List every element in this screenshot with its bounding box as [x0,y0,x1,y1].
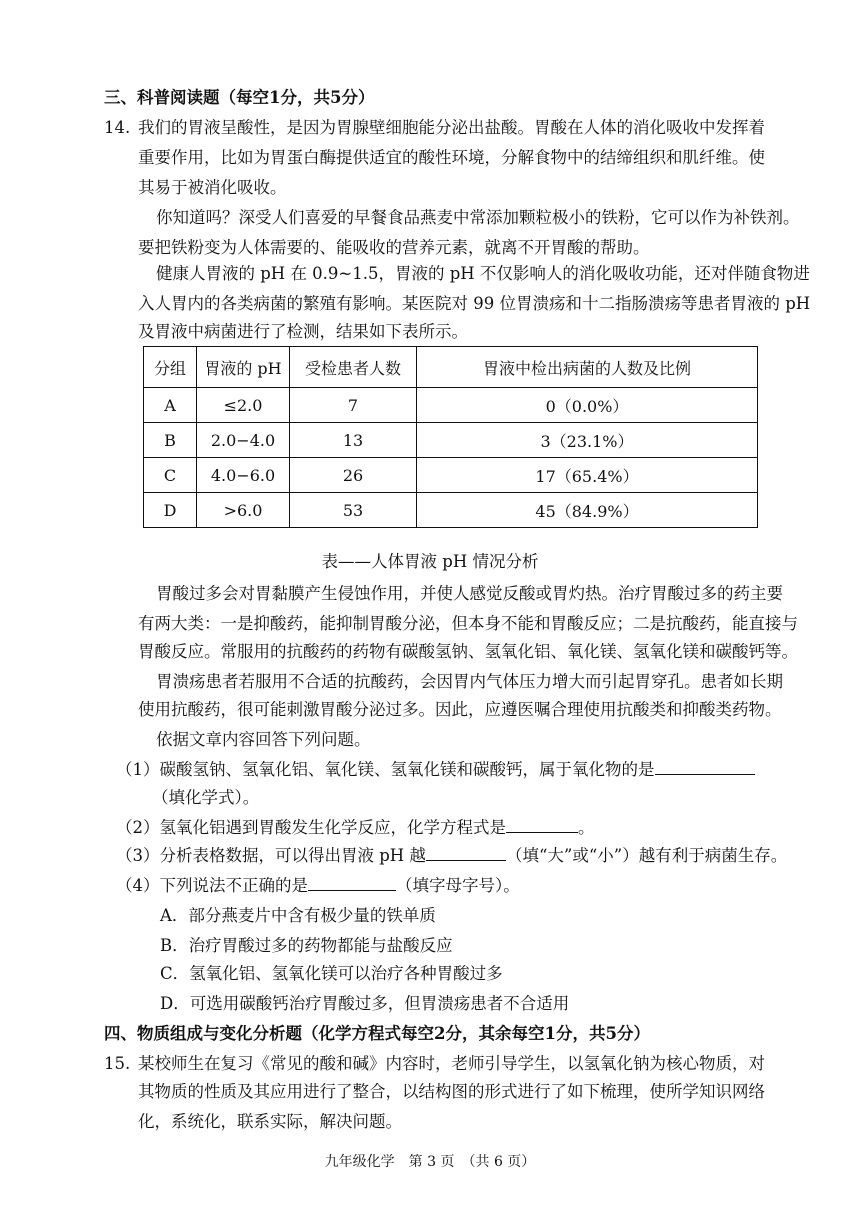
q14-sub2 [116,816,595,840]
q15-number: 15. [104,1054,131,1073]
q14-p3-l2: 入人胃内的各类病菌的繁殖有影响。某医院对 99 位胃溃疡和十二指肠溃疡等患者胃液的 pH [138,294,811,313]
q15-l3: 化，系统化，联系实际，解决问题。 [138,1112,402,1131]
table-row [144,493,758,528]
table-cell: >6.0 [197,493,290,528]
table-cell: 2.0−4.0 [197,423,290,458]
q14-sub1-suffix: （填化学式）。 [152,788,260,807]
q14-sub4-suffix: （填字母字号）。 [396,876,520,895]
q14-p1-l2: 重要作用，比如为胃蛋白酶提供适宜的酸性环境，分解食物中的结缔组织和肌纤维。使 [138,148,765,167]
q14-p5-l2: 使用抗酸药，很可能刺激胃酸分泌过多。因此，应遵医嘱合理使用抗酸类和抑酸类药物。 [138,700,782,719]
table-header-cell: 分组 [144,347,197,388]
table-cell: A [144,388,197,423]
q14-sub3-text: （3）分析表格数据，可以得出胃液 pH 越 [116,846,426,865]
table-row [144,388,758,423]
section4-heading: 四、物质组成与变化分析题（化学方程式每空2分，其余每空1分，共5分） [104,1024,650,1043]
option-b: B．治疗胃酸过多的药物都能与盐酸反应 [160,936,453,955]
table-cell: 7 [290,388,417,423]
q14-line-1 [104,116,765,140]
option-a: A．部分燕麦片中含有极少量的铁单质 [160,906,436,925]
q14-p1-l3: 其易于被消化吸收。 [138,178,287,197]
ph-table [143,346,758,528]
q14-p4-l1: 胃酸过多会对胃黏膜产生侵蚀作用，并使人感觉反酸或胃灼热。治疗胃酸过多的药主要 [156,584,783,603]
answer-blank-4[interactable] [308,874,396,891]
table-header-cell: 胃液的 pH [197,347,290,388]
table-header-cell: 受检患者人数 [290,347,417,388]
q14-p4-l3: 胃酸反应。常服用的抗酸药的药物有碳酸氢钠、氢氧化铝、氧化镁、氢氧化镁和碳酸钙等。 [138,642,798,661]
q14-p2-l2: 要把铁粉变为人体需要的、能吸收的营养元素，就离不开胃酸的帮助。 [138,238,650,257]
q15-l1: 某校师生在复习《常见的酸和碱》内容时，老师引导学生，以氢氧化钠为核心物质，对 [138,1054,765,1073]
q14-number: 14. [104,118,131,137]
table-caption: 表——人体胃液 pH 情况分析 [321,552,539,571]
q14-sub1-text: （1）碳酸氢钠、氢氧化铝、氧化镁、氢氧化镁和碳酸钙，属于氧化物的是 [116,760,655,779]
table-cell: 17（65.4%） [417,458,758,493]
q15-line-1 [104,1052,765,1076]
q14-sub2-text: （2）氢氧化铝遇到胃酸发生化学反应，化学方程式是 [116,818,506,837]
q14-p1-l1: 我们的胃液呈酸性，是因为胃腺壁细胞能分泌出盐酸。胃酸在人体的消化吸收中发挥着 [138,118,765,137]
table-cell: D [144,493,197,528]
q14-sub2-suffix: 。 [578,818,595,837]
q14-prompt: 依据文章内容回答下列问题。 [156,730,371,749]
table-cell: 3（23.1%） [417,423,758,458]
table-cell: ≤2.0 [197,388,290,423]
q14-sub4 [116,874,520,898]
table-cell: 0（0.0%） [417,388,758,423]
table-row [144,458,758,493]
table-cell: 4.0−6.0 [197,458,290,493]
q14-sub4-text: （4）下列说法不正确的是 [116,876,308,895]
q14-sub3-suffix: （填“大”或“小”）越有利于病菌生存。 [505,846,788,865]
table-cell: 53 [290,493,417,528]
table-header-cell: 胃液中检出病菌的人数及比例 [417,347,758,388]
table-cell: C [144,458,197,493]
q14-sub1 [116,758,755,782]
table-row [144,423,758,458]
answer-blank-2[interactable] [506,816,578,833]
table-cell: 13 [290,423,417,458]
table-cell: B [144,423,197,458]
answer-blank-1[interactable] [655,758,755,775]
answer-blank-3[interactable] [426,844,506,861]
option-c: C．氢氧化铝、氢氧化镁可以治疗各种胃酸过多 [160,964,503,983]
option-d: D．可选用碳酸钙治疗胃酸过多，但胃溃疡患者不合适用 [160,994,570,1013]
page-footer: 九年级化学 第 3 页 （共 6 页） [324,1154,536,1170]
table-cell: 45（84.9%） [417,493,758,528]
q14-p4-l2: 有两大类：一是抑酸药，能抑制胃酸分泌，但本身不能和胃酸反应；二是抗酸药，能直接与 [138,614,798,633]
section3-heading: 三、科普阅读题（每空1分，共5分） [104,88,375,107]
q15-l2: 其物质的性质及其应用进行了整合，以结构图的形式进行了如下梳理，使所学知识网络 [138,1082,765,1101]
table-header-row [144,347,758,388]
q14-p2-l1: 你知道吗？深受人们喜爱的早餐食品燕麦中常添加颗粒极小的铁粉，它可以作为补铁剂。 [156,208,800,227]
table-cell: 26 [290,458,417,493]
q14-sub3 [116,844,787,868]
q14-p3-l3: 及胃液中病菌进行了检测，结果如下表所示。 [138,322,468,341]
q14-p3-l1: 健康人胃液的 pH 在 0.9~1.5，胃液的 pH 不仅影响人的消化吸收功能，还对伴随食物进 [156,264,810,283]
q14-p5-l1: 胃溃疡患者若服用不合适的抗酸药，会因胃内气体压力增大而引起胃穿孔。患者如长期 [156,672,783,691]
